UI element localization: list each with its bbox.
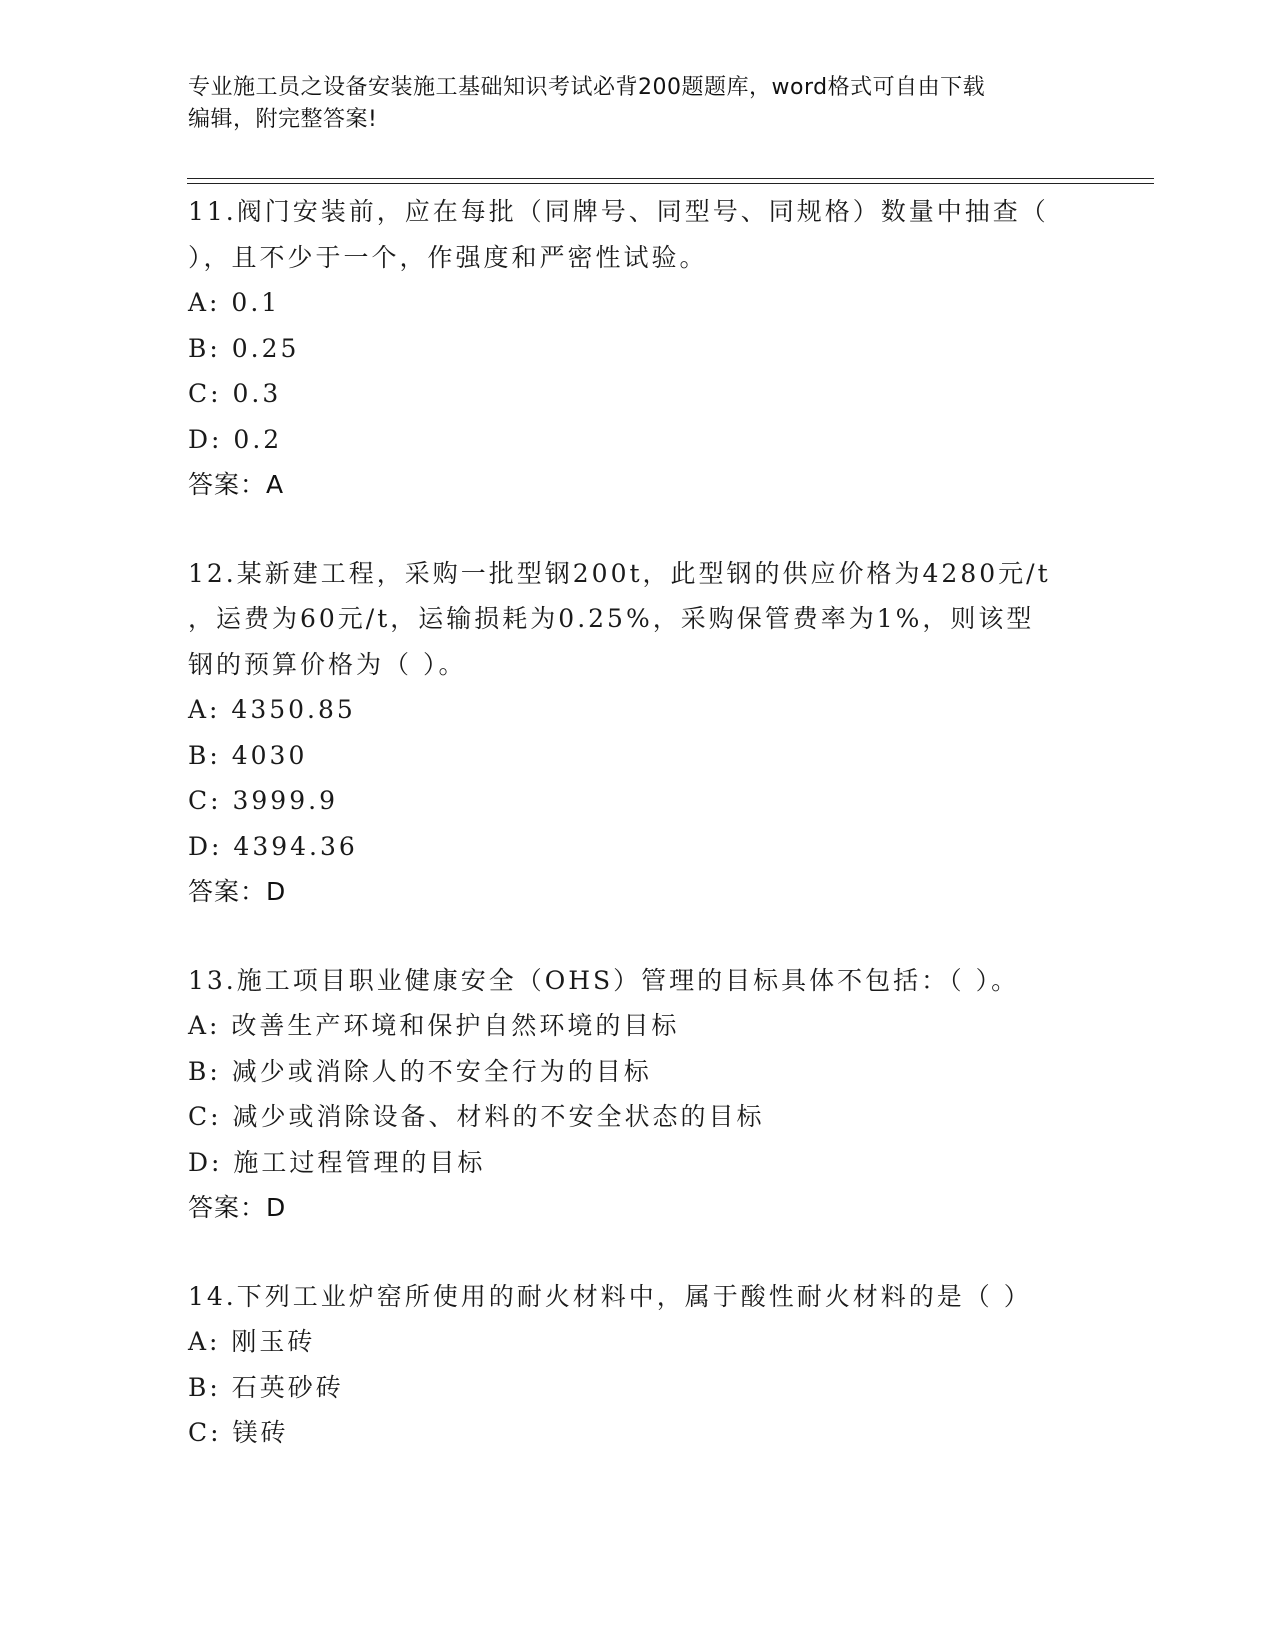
option-b: B: 4030: [188, 740, 308, 770]
header-divider-bottom: [187, 183, 1154, 184]
question-text: 11.阀门安装前，应在每批（同牌号、同型号、同规格）数量中抽查（: [188, 197, 1049, 226]
question-12: [188, 551, 1068, 915]
option-b: B: 减少或消除人的不安全行为的目标: [188, 1056, 652, 1086]
header-line-2: 编辑，附完整答案!: [188, 107, 378, 132]
option-c: C: 3999.9: [188, 786, 338, 815]
document-header: [188, 72, 1068, 136]
option-a: A: 0.1: [188, 288, 281, 317]
question-list: [188, 189, 1068, 1456]
question-text: ，运费为60元/t，运输损耗为0.25%，采购保管费率为1%，则该型: [188, 604, 1035, 633]
question-text: 14.下列工业炉窑所使用的耐火材料中，属于酸性耐火材料的是（ ）: [188, 1281, 1032, 1311]
option-d: D: 4394.36: [188, 831, 358, 861]
option-c: C: 0.3: [188, 379, 282, 408]
question-text: ），且不少于一个，作强度和严密性试验。: [188, 242, 708, 272]
option-b: B: 石英砂砖: [188, 1372, 344, 1402]
question-text: 钢的预算价格为（ ）。: [188, 649, 467, 679]
option-a: A: 4350.85: [188, 695, 356, 724]
answer: 答案：A: [188, 470, 285, 499]
option-a: A: 改善生产环境和保护自然环境的目标: [188, 1011, 680, 1040]
option-d: D: 0.2: [188, 424, 283, 454]
header-line-1: 专业施工员之设备安装施工基础知识考试必背200题题库，word格式可自由下载: [188, 75, 986, 100]
option-b: B: 0.25: [188, 333, 300, 363]
option-d: D: 施工过程管理的目标: [188, 1147, 486, 1177]
option-c: C: 镁砖: [188, 1418, 289, 1447]
question-11: [188, 189, 1068, 508]
question-text: 12.某新建工程，采购一批型钢200t，此型钢的供应价格为4280元/t: [188, 558, 1051, 588]
answer: 答案：D: [188, 877, 287, 906]
header-divider-top: [187, 178, 1154, 179]
question-13: [188, 958, 1068, 1231]
question-text: 13.施工项目职业健康安全（OHS）管理的目标具体不包括：（ ）。: [188, 965, 1020, 995]
option-c: C: 减少或消除设备、材料的不安全状态的目标: [188, 1102, 765, 1131]
question-14: [188, 1274, 1068, 1456]
answer: 答案：D: [188, 1193, 287, 1222]
option-a: A: 刚玉砖: [188, 1327, 316, 1356]
